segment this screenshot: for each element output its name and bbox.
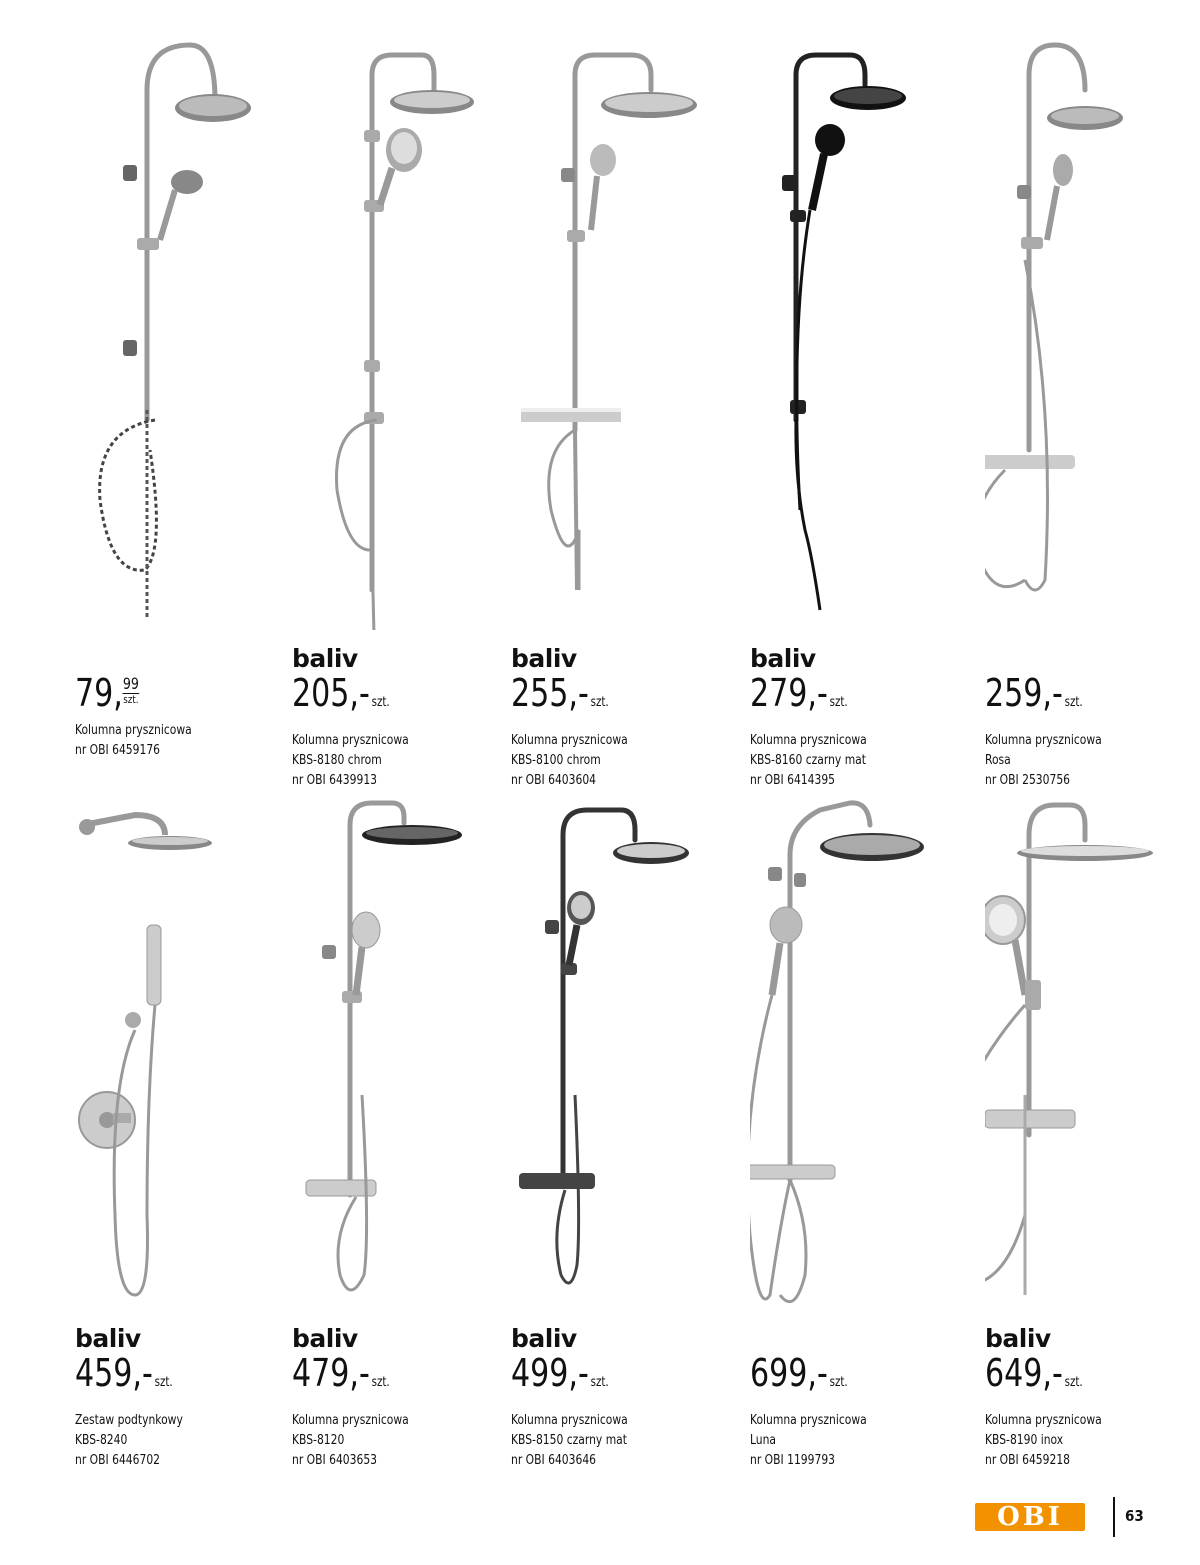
price (511, 673, 713, 723)
model-line: Rosa (985, 753, 1011, 768)
shower-column-image (750, 795, 980, 1325)
description-line: Zestaw podtynkowy (75, 1413, 183, 1428)
shower-column-image (511, 795, 741, 1325)
price-value: 279,- (750, 671, 828, 715)
price-value: 205,- (292, 671, 370, 715)
description-line: Kolumna prysznicowa (75, 723, 192, 738)
price-unit: szt. (154, 1375, 173, 1390)
brand-logo: baliv (292, 644, 358, 673)
product-description (750, 1411, 962, 1471)
obi-number: nr OBI 6403646 (511, 1453, 597, 1468)
price (75, 1353, 277, 1403)
price-unit: szt. (371, 1375, 390, 1390)
description-line: Kolumna prysznicowa (511, 1413, 628, 1428)
brand-logo: baliv (292, 1324, 358, 1353)
brand-logo: baliv (985, 1324, 1051, 1353)
obi-number: nr OBI 6459218 (985, 1453, 1071, 1468)
price (75, 673, 277, 713)
price (985, 673, 1187, 723)
description-line: Kolumna prysznicowa (292, 733, 409, 748)
product-description (511, 731, 723, 791)
shower-column-image (985, 30, 1200, 630)
page-footer (975, 1497, 1155, 1537)
price-unit: szt. (829, 695, 848, 710)
model-line: KBS-8160 czarny mat (750, 753, 867, 768)
price (292, 673, 494, 723)
price (750, 673, 952, 723)
brand-logo: baliv (511, 1324, 577, 1353)
brand-logo: baliv (75, 1324, 141, 1353)
product-description (292, 1411, 504, 1471)
model-line: KBS-8240 (75, 1433, 128, 1448)
price (985, 1353, 1187, 1403)
price-value: 649,- (985, 1351, 1063, 1395)
obi-number: nr OBI 6439913 (292, 773, 378, 788)
price-value: 479,- (292, 1351, 370, 1395)
price (292, 1353, 494, 1403)
obi-number: nr OBI 6403653 (292, 1453, 378, 1468)
description-line: Kolumna prysznicowa (511, 733, 628, 748)
price-unit: szt. (829, 1375, 848, 1390)
brand-logo (750, 1325, 980, 1353)
product-description (985, 731, 1197, 791)
page-number: 63 (1125, 1507, 1144, 1525)
description-line: Kolumna prysznicowa (985, 1413, 1102, 1428)
price-value: 459,- (75, 1351, 153, 1395)
model-line: KBS-8180 chrom (292, 753, 382, 768)
brand-logo (985, 645, 1200, 673)
product-description (75, 1411, 287, 1471)
price-unit: szt. (590, 1375, 609, 1390)
brand-logo: baliv (750, 644, 816, 673)
product-description (292, 731, 504, 791)
cents-value: 99 (122, 674, 139, 693)
model-line: KBS-8150 czarny mat (511, 1433, 628, 1448)
price-value: 259,- (985, 671, 1063, 715)
description-line: Kolumna prysznicowa (750, 1413, 867, 1428)
product-description (511, 1411, 723, 1471)
price-value: 499,- (511, 1351, 589, 1395)
price-unit: szt. (123, 693, 139, 706)
price (511, 1353, 713, 1403)
shower-column-image (292, 795, 522, 1325)
price-value: 79, (75, 671, 123, 715)
shower-column-image (750, 30, 980, 630)
product-description (75, 721, 287, 761)
obi-number: nr OBI 6446702 (75, 1453, 161, 1468)
obi-number: nr OBI 1199793 (750, 1453, 836, 1468)
footer-divider (1113, 1497, 1115, 1537)
price-value: 255,- (511, 671, 589, 715)
price-unit: szt. (371, 695, 390, 710)
brand-logo (75, 645, 305, 673)
description-line: Kolumna prysznicowa (985, 733, 1102, 748)
model-line: KBS-8100 chrom (511, 753, 601, 768)
shower-set-image (75, 795, 305, 1325)
product-description (985, 1411, 1197, 1471)
price (750, 1353, 952, 1403)
description-line: Kolumna prysznicowa (292, 1413, 409, 1428)
obi-number: nr OBI 6459176 (75, 743, 161, 758)
shower-column-image (292, 30, 522, 630)
shower-column-image (985, 795, 1200, 1325)
obi-logo-text: OBI (997, 1502, 1063, 1532)
price-unit: szt. (1064, 1375, 1083, 1390)
model-line: Luna (750, 1433, 777, 1448)
product-description (750, 731, 962, 791)
description-line: Kolumna prysznicowa (750, 733, 867, 748)
price-cents (123, 676, 139, 706)
price-unit: szt. (1064, 695, 1083, 710)
price-value: 699,- (750, 1351, 828, 1395)
shower-column-image (75, 30, 305, 630)
price-unit: szt. (590, 695, 609, 710)
obi-number: nr OBI 2530756 (985, 773, 1071, 788)
model-line: KBS-8190 inox (985, 1433, 1064, 1448)
obi-number: nr OBI 6403604 (511, 773, 597, 788)
obi-logo (975, 1503, 1085, 1531)
brand-logo: baliv (511, 644, 577, 673)
obi-number: nr OBI 6414395 (750, 773, 836, 788)
model-line: KBS-8120 (292, 1433, 345, 1448)
shower-column-image (511, 30, 741, 630)
